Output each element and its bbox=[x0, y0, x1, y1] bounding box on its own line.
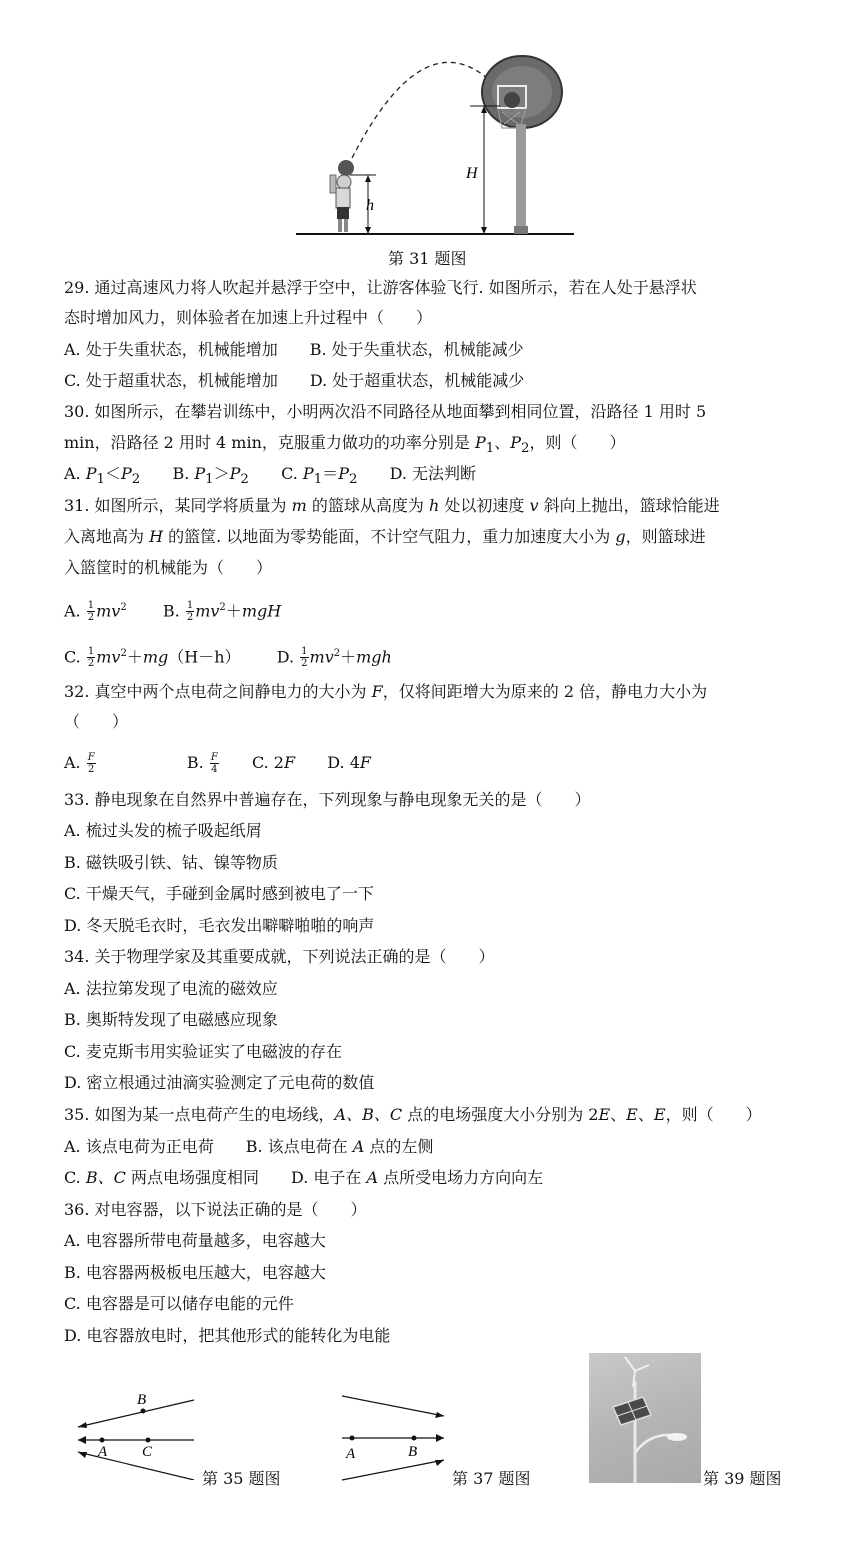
figure-37-field-lines bbox=[338, 1390, 450, 1482]
figure-39-caption: 第 39 题图 bbox=[703, 1469, 782, 1488]
street-light-illustration bbox=[589, 1353, 701, 1483]
q32-stem-2: （ ） bbox=[64, 712, 129, 731]
q36-stem: 36. 对电容器，以下说法正确的是（ ） bbox=[64, 1200, 367, 1219]
q32-options: A. $\frac{F}{2}$ B. $\frac{F}{4}$ C. 2F D. 4F bbox=[64, 752, 371, 775]
label-h: h bbox=[366, 197, 374, 214]
q29-stem-1: 29. 通过高速风力将人吹起并悬浮于空中，让游客体验飞行. 如图所示，若在人处于悬浮状 bbox=[64, 278, 697, 297]
q30-stem-1: 30. 如图所示，在攀岩训练中，小明两次沿不同路径从地面攀到相同位置，沿路径 1 用时 5 bbox=[64, 402, 707, 421]
q33-option-c: C. 干燥天气，手碰到金属时感到被电了一下 bbox=[64, 884, 374, 903]
q33-option-d: D. 冬天脱毛衣时，毛衣发出噼噼啪啪的响声 bbox=[64, 916, 375, 935]
q34-option-c: C. 麦克斯韦用实验证实了电磁波的存在 bbox=[64, 1042, 342, 1061]
player-figure bbox=[330, 160, 354, 232]
point-C bbox=[146, 1438, 151, 1443]
q36-option-a: A. 电容器所带电荷量越多，电容越大 bbox=[64, 1231, 326, 1250]
q34-option-d: D. 密立根通过油滴实验测定了元电荷的数值 bbox=[64, 1073, 375, 1092]
q34-stem: 34. 关于物理学家及其重要成就，下列说法正确的是（ ） bbox=[64, 947, 495, 966]
q31-options-cd: C. $\frac{1}{2}$ $mv^2+mg(H-h)$ D. $\frac{1}{2}$ $mv^2+mgh$ bbox=[64, 646, 392, 670]
q35-options-ab: A. 该点电荷为正电荷 B. 该点电荷在 A 点的左侧 bbox=[64, 1137, 434, 1156]
label-H: H bbox=[466, 165, 478, 182]
q34-option-b: B. 奥斯特发现了电磁感应现象 bbox=[64, 1010, 278, 1029]
q31-stem-2: 入离地高为 H 的篮筐. 以地面为零势能面，不计空气阻力，重力加速度大小为 g，则篮球进 bbox=[64, 527, 706, 546]
q30-stem-2: min，沿路径 2 用时 4 min，克服重力做功的功率分别是 $P_1$、$P_2$，则（ ） bbox=[64, 433, 626, 457]
hoop bbox=[482, 56, 562, 234]
q29-options-ab: A. 处于失重状态，机械能增加 B. 处于失重状态，机械能减少 bbox=[64, 340, 524, 359]
point-B bbox=[141, 1409, 146, 1414]
svg-text:C: C bbox=[142, 1444, 153, 1460]
q35-stem: 35. 如图为某一点电荷产生的电场线，A、B、C 点的电场强度大小分别为 2E、E、E，则（ ） bbox=[64, 1105, 762, 1124]
figure-35-field-lines bbox=[70, 1390, 200, 1480]
q34-option-a: A. 法拉第发现了电流的磁效应 bbox=[64, 979, 278, 998]
q31-stem-1: 31. 如图所示，某同学将质量为 m 的篮球从高度为 h 处以初速度 v 斜向上抛出，篮球恰能进 bbox=[64, 496, 720, 515]
figure-37-caption: 第 37 题图 bbox=[452, 1469, 531, 1488]
q33-option-a: A. 梳过头发的梳子吸起纸屑 bbox=[64, 821, 262, 840]
point-A bbox=[350, 1436, 355, 1441]
q32-stem-1: 32. 真空中两个点电荷之间静电力的大小为 F，仅将间距增大为原来的 2 倍，静电力大小为 bbox=[64, 682, 708, 701]
figure-39-photo bbox=[589, 1353, 701, 1483]
q31-stem-3: 入篮筐时的机械能为（ ） bbox=[64, 558, 273, 577]
q36-option-d: D. 电容器放电时，把其他形式的能转化为电能 bbox=[64, 1326, 391, 1345]
svg-text:A: A bbox=[346, 1446, 356, 1462]
q29-stem-2: 态时增加风力，则体验者在加速上升过程中（ ） bbox=[64, 308, 433, 327]
q33-option-b: B. 磁铁吸引铁、钴、镍等物质 bbox=[64, 853, 278, 872]
svg-text:B: B bbox=[137, 1392, 147, 1408]
svg-text:B: B bbox=[408, 1444, 418, 1460]
svg-text:A: A bbox=[98, 1444, 108, 1460]
point-B bbox=[412, 1436, 417, 1441]
q30-options: A. $P_1<P_2$ B. $P_1>P_2$ C. $P_1=P_2$ D. 无法判断 bbox=[64, 464, 477, 488]
point-A bbox=[100, 1438, 105, 1443]
q33-stem: 33. 静电现象在自然界中普遍存在，下列现象与静电现象无关的是（ ） bbox=[64, 790, 591, 809]
figure-35-caption: 第 35 题图 bbox=[202, 1469, 281, 1488]
figure-31-caption: 第 31 题图 bbox=[388, 249, 467, 268]
q31-options-ab: A. $\frac{1}{2}$ $mv^2$ B. $\frac{1}{2}$ $mv^2+mgH$ bbox=[64, 600, 282, 624]
q29-options-cd: C. 处于超重状态，机械能增加 D. 处于超重状态，机械能减少 bbox=[64, 371, 525, 390]
q36-option-b: B. 电容器两极板电压越大，电容越大 bbox=[64, 1263, 326, 1282]
q36-option-c: C. 电容器是可以储存电能的元件 bbox=[64, 1294, 294, 1313]
figure-31-basketball bbox=[290, 0, 580, 242]
q35-options-cd: C. B、C 两点电场强度相同 D. 电子在 A 点所受电场力方向向左 bbox=[64, 1168, 544, 1187]
